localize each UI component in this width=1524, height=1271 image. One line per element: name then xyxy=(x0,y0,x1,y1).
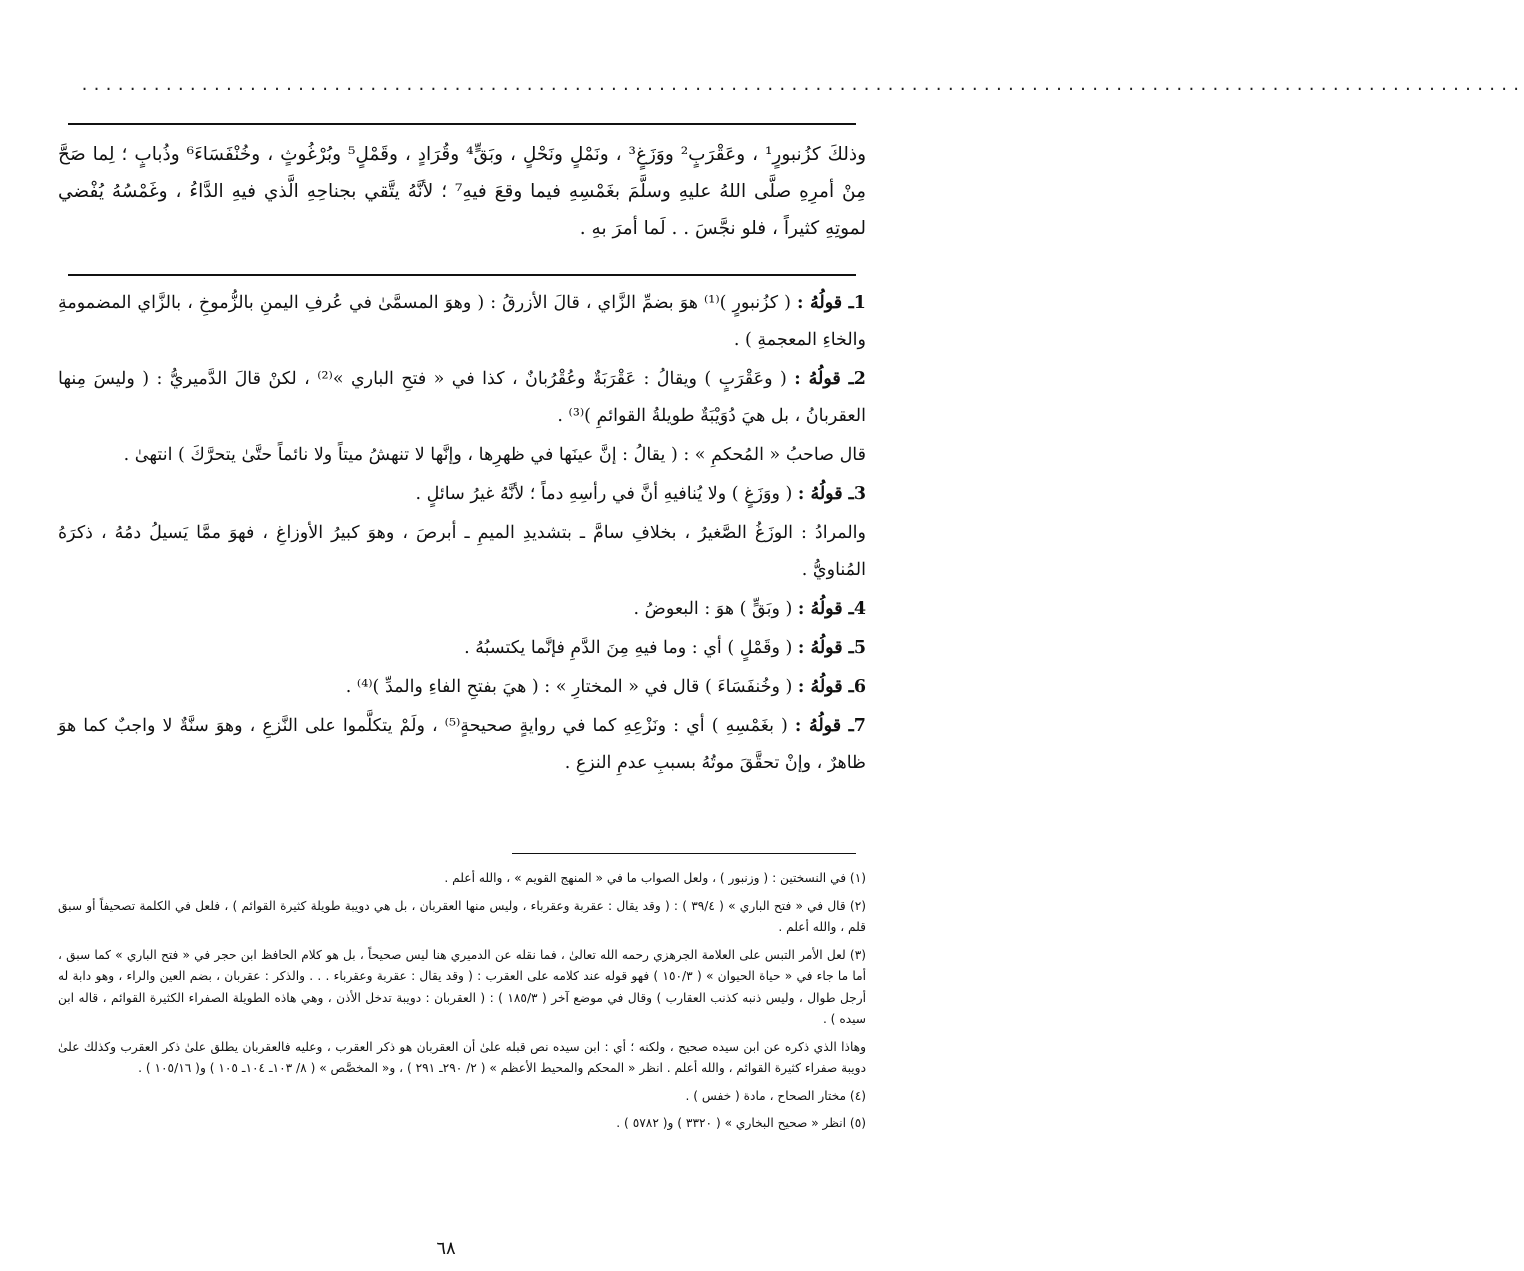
commentary-item xyxy=(58,437,866,474)
commentary-item-text: والمرادُ : الوزَغُ الصَّغيرُ ، بخلافِ سامَّ ـ بتشديدِ الميمِ ـ أبرصَ ، وهوَ كبيرُ الأوزاغِ ، فهوَ ممَّا يَسيلُ دمُهُ ، ذكرَهُ المُناويُّ . xyxy=(58,523,866,580)
commentary-item xyxy=(58,285,866,359)
commentary-item-text: ( وقَمْلٍ ) أي : وما فيهِ مِنَ الدَّمِ فإنَّما يكتسبُهُ . xyxy=(464,638,793,658)
commentary-item-number: 5ـ قولُهُ : xyxy=(797,638,866,658)
footnote: (٢) قال في « فتح الباري » ( ٣٩/٤ ) : ( وقد يقال : عقربة وعقرباء ، وليس منها العقربان ، بل هي دويبة طويلة كثيرة القوائم ) ، فلعل في الكلمة تصحيفاً أو سبق قلم ، والله أعلم . xyxy=(58,898,866,934)
commentary-item-text: ( كزُنبورٍ )⁽¹⁾ هوَ بضمِّ الزَّاي ، قالَ الأزرقُ : ( وهوَ المسمَّىٰ في عُرفِ اليمنِ بالزُّموخِ ، بالزَّاي المضمومةِ والخاءِ المعجمةِ ) . xyxy=(58,293,866,350)
commentary-item xyxy=(58,708,866,782)
footnote: (٥) انظر « صحيح البخاري » ( ٣٣٢٠ ) و( ٥٧٨٢ ) . xyxy=(616,1116,866,1130)
commentary-item xyxy=(58,515,866,589)
commentary-item-text: ( وخُنفَسَاءَ ) قال في « المختارِ » : ( هيَ بفتحِ الفاءِ والمدِّ )⁽⁴⁾ . xyxy=(345,677,793,697)
footnote: (١) في النسختين : ( وزنبور ) ، ولعل الصواب ما في « المنهج القويم » ، والله أعلم . xyxy=(444,871,866,885)
commentary-item-number: 4ـ قولُهُ : xyxy=(797,599,866,619)
page-number: ٦٨ xyxy=(436,1238,456,1259)
footnote: (٣) لعل الأمر التبس على العلامة الجرهزي رحمه الله تعالىٰ ، فما نقله عن الدميري هنا ليس صحيحاً ، بل هو كلام الحافظ ابن حجر في « فتح الباري » كما سبق ، أما ما جاء في « حياة الحيوان » ( ١٥٠/٣ ) فهو قوله عند كلامه على العقرب : ( وقد يقال : عقربة وعقرباء . . . والذكر : عقربان ، بضم العين والراء ، وهو دابة له أرجل طوال ، وليس ذنبه كذنب العقارب ) وقال في موضع آخر ( ١٨٥/٣ ) : ( العقربان : دويبة تدخل الأذن ، وهي هاذه الطويلة الصفراء الكثيرة القوائم ، قاله ابن سيده ) . xyxy=(58,947,867,1026)
commentary-item xyxy=(58,630,866,667)
commentary-item-text: ( وبَقٍّ ) هوَ : البعوضُ . xyxy=(633,599,793,619)
commentary-item xyxy=(58,476,866,513)
commentary-item-number: 3ـ قولُهُ : xyxy=(797,484,866,504)
footnote-divider xyxy=(512,853,856,854)
top-divider xyxy=(68,123,856,125)
commentary-item xyxy=(58,361,866,435)
commentary-item-number: 1ـ قولُهُ : xyxy=(796,293,866,313)
commentary-item-text: ( بغَمْسِهِ ) أي : ونَزْعِهِ كما في روايةٍ صحيحةٍ⁽⁵⁾ ، ولَمْ يتكلَّموا على النَّزعِ ، وهوَ سنَّةٌ لا واجبٌ كما هوَ ظاهرٌ ، وإنْ تحقَّقَ موتُهُ بسببِ عدمِ النزعِ . xyxy=(58,716,866,773)
commentary-item-text: ( ووَزَغٍ ) ولا يُنافيهِ أنَّ في رأسِهِ دماً ؛ لأنَّهُ غيرُ سائلٍ . xyxy=(415,484,793,504)
commentary-item xyxy=(58,591,866,628)
commentary-item xyxy=(58,669,866,706)
commentary-item-number: 6ـ قولُهُ : xyxy=(797,677,866,697)
commentary-item-text: قال صاحبُ « المُحكمِ » : ( يقالُ : إنَّ عينَها في ظهرِها ، وإنَّها لا تنهشُ ميتاً ولا نائماً حتَّىٰ يتحرَّكَ ) انتهىٰ . xyxy=(123,445,866,465)
main-text: وذلكَ كزُنبورٍ¹ ، وعَقْرَبٍ² ووَزَغٍ³ ، ونَمْلٍ ونَحْلٍ ، وبَقٍّ⁴ وقُرَادٍ ، وقَمْلٍ⁵ وبُرْغُوثٍ ، وخُنْفَسَاءَ⁶ وذُبابٍ ؛ لِما صَحَّ مِنْ أمرِهِ صلَّى اللهُ عليهِ وسلَّمَ بغَمْسِهِ فيما وقعَ فيهِ⁷ ؛ لأنَّهُ يتَّقي بجناحِهِ الَّذي فيهِ الدَّاءُ ، وغَمْسُهُ يُفْضي لموتِهِ كثيراً ، فلو نجَّسَ . . لَما أمرَ بهِ . xyxy=(58,144,867,239)
commentary-item-number: 2ـ قولُهُ : xyxy=(794,369,866,389)
footnotes xyxy=(58,868,866,1141)
footnote: (٤) مختار الصحاح ، مادة ( خفس ) . xyxy=(685,1088,866,1103)
header-dotted-line: ........................................................................................................................ xyxy=(80,76,1524,94)
commentary-item-text: ( وعَقْرَبٍ ) ويقالُ : عَقْرَبَةٌ وعُقْرُبانٌ ، كذا في « فتحِ الباري »⁽²⁾ ، لكنْ قالَ الدَّميريُّ : ( وليسَ مِنها العقربانُ ، بل هيَ دُوَيْبَةٌ طويلةُ القوائمِ )⁽³⁾ . xyxy=(58,369,866,426)
footnote: وهاذا الذي ذكره عن ابن سيده صحيح ، ولكنه ؛ أي : ابن سيده نص قبله علىٰ أن العقربان هو ذكر العقرب ، وعليه فالعقربان يطلق علىٰ ذكر العقرب وكذلك علىٰ دويبة صفراء كثيرة القوائم ، والله أعلم . انظر « المحكم والمحيط الأعظم » ( ٢/ ٢٩٠ـ ٢٩١ ) ، و« المخصَّص » ( ٨/ ١٠٣ـ ١٠٤ـ ١٠٥ ) و( ١٠٥/١٦ ) . xyxy=(58,1039,866,1075)
commentary-item-number: 7ـ قولُهُ : xyxy=(794,716,866,736)
commentary-divider xyxy=(68,274,856,276)
commentary xyxy=(58,285,866,784)
